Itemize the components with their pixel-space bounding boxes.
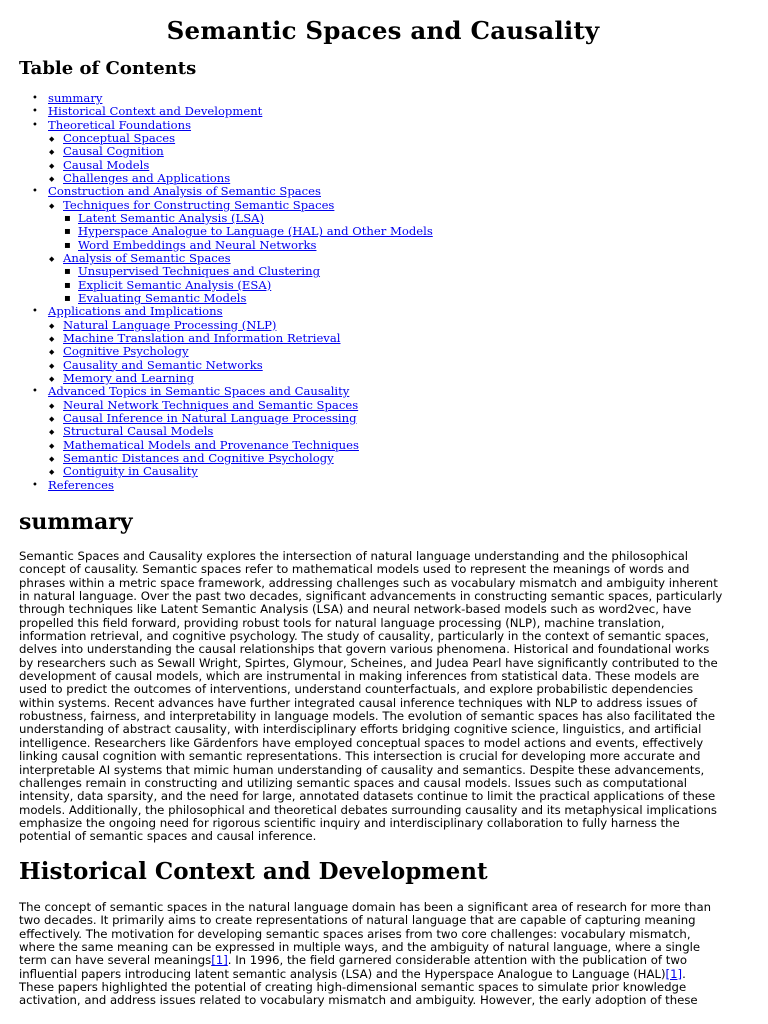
summary-line: emphasize the ongoing need for rigorous scientific inquiry and interdisciplinary collaboration to fully harness the xyxy=(19,815,680,830)
document-title: Semantic Spaces and Causality xyxy=(166,16,600,45)
toc-item xyxy=(19,345,433,358)
summary-line: development of causal models, which are instrumental in making inferences from statistical data. These models are xyxy=(19,669,700,684)
toc-item xyxy=(19,465,433,478)
toc-link[interactable]: Explicit Semantic Analysis (ESA) xyxy=(78,277,272,292)
toc-item xyxy=(19,452,433,465)
toc-link[interactable]: Causality and Semantic Networks xyxy=(63,357,263,372)
summary-line: in natural language. Over the past two decades, significant advancements in constructing semantic spaces, particularly xyxy=(19,589,723,604)
history-line: effectively. The motivation for developing semantic spaces arises from two core challenges: vocabulary mismatch, xyxy=(19,926,691,941)
summary-line: Semantic Spaces and Causality explores the intersection of natural language understanding and the philosophical xyxy=(19,549,689,563)
toc-item xyxy=(19,399,433,412)
toc-item xyxy=(19,212,433,225)
history-line: . In 1996, the field garnered considerable attention with the publication of two xyxy=(227,953,688,968)
toc-item xyxy=(19,119,433,132)
history-line: . xyxy=(682,966,686,981)
toc-item xyxy=(19,292,433,305)
toc-item xyxy=(19,225,433,238)
toc-item xyxy=(19,265,433,278)
toc-item xyxy=(19,145,433,158)
toc-link[interactable]: Mathematical Models and Provenance Techniques xyxy=(63,437,359,452)
summary-line: within systems. Recent advances have further integrated causal inference techniques with NLP to address issues of xyxy=(19,695,698,710)
summary-line: concept of causality. Semantic spaces refer to mathematical models used to represent the meanings of words and xyxy=(19,562,690,577)
summary-line: interpretable AI systems that mimic human understanding of causality and semantics. Despite these advancements, xyxy=(19,762,705,777)
toc-list xyxy=(19,92,433,492)
toc-link[interactable]: Cognitive Psychology xyxy=(63,344,189,359)
summary-line: used to predict the outcomes of interventions, understand counterfactuals, and explore probabilistic dependencies xyxy=(19,682,694,697)
toc-link[interactable]: Theoretical Foundations xyxy=(48,117,192,132)
history-line: where the same meaning can be expressed in multiple ways, and the ambiguity of natural language, where a single xyxy=(19,940,701,955)
toc-item xyxy=(19,199,433,212)
summary-line: through techniques like Latent Semantic Analysis (LSA) and neural network-based models such as word2vec, have xyxy=(19,602,692,617)
history-line: activation, and address issues related to vocabulary mismatch and ambiguity. However, the early adoption of these xyxy=(19,993,698,1008)
toc-item xyxy=(19,425,433,438)
toc-item xyxy=(19,319,433,332)
toc-item xyxy=(19,252,433,265)
toc-item xyxy=(19,385,433,398)
table-of-contents xyxy=(19,92,433,492)
toc-heading: Table of Contents xyxy=(19,58,197,79)
toc-item xyxy=(19,185,433,198)
toc-link[interactable]: Techniques for Constructing Semantic Spaces xyxy=(63,197,335,212)
toc-link[interactable]: Construction and Analysis of Semantic Spaces xyxy=(48,184,321,199)
toc-link[interactable]: Causal Inference in Natural Language Processing xyxy=(63,410,357,425)
toc-item xyxy=(19,132,433,145)
history-line: two decades. It primarily aims to create representations of natural language that are capable of capturing meaning xyxy=(19,913,696,928)
toc-item xyxy=(19,92,433,105)
toc-item xyxy=(19,105,433,118)
history-line: These papers highlighted the potential of creating high-dimensional semantic spaces to simulate prior knowledge xyxy=(19,980,687,995)
toc-link[interactable]: Causal Cognition xyxy=(63,144,164,159)
summary-line: propelled this field forward, providing robust tools for natural language processing (NLP), machine translation, xyxy=(19,615,665,630)
toc-link[interactable]: Hyperspace Analogue to Language (HAL) and Other Models xyxy=(78,224,433,239)
document-page xyxy=(19,0,747,1008)
toc-item xyxy=(19,159,433,172)
summary-line: delves into understanding the causal relationships that govern various phenomena. Historical and foundational works xyxy=(19,642,710,657)
toc-link[interactable]: Conceptual Spaces xyxy=(63,130,176,145)
toc-item xyxy=(19,305,433,318)
summary-line: robustness, fairness, and interpretability in language models. The evolution of semantic spaces has also facilitated the xyxy=(19,709,716,724)
citation-link[interactable]: [1] xyxy=(211,953,228,968)
toc-item xyxy=(19,279,433,292)
history-line: influential papers introducing latent semantic analysis (LSA) and the Hyperspace Analogue to Language (HAL) xyxy=(19,966,666,981)
toc-item xyxy=(19,412,433,425)
history-line: The concept of semantic spaces in the natural language domain has been a significant area of research for more than xyxy=(19,900,712,914)
toc-item xyxy=(19,439,433,452)
summary-line: models. Additionally, the philosophical and theoretical debates surrounding causality and its metaphysical implications xyxy=(19,802,717,817)
history-heading: Historical Context and Development xyxy=(19,858,488,885)
toc-link[interactable]: Causal Models xyxy=(63,157,150,172)
toc-item xyxy=(19,239,433,252)
toc-link[interactable]: summary xyxy=(48,91,103,105)
summary-line: intensity, data sparsity, and the need for large, annotated datasets continue to limit the practical applications of these xyxy=(19,789,716,804)
summary-line: potential of semantic spaces and causal inference. xyxy=(19,829,317,844)
toc-link[interactable]: Latent Semantic Analysis (LSA) xyxy=(78,210,265,225)
citation-link[interactable]: [1] xyxy=(665,966,683,981)
summary-line: linking causal cognition with semantic representations. This intersection is crucial for developing more accurate and xyxy=(19,749,701,764)
toc-item xyxy=(19,372,433,385)
toc-link[interactable]: Neural Network Techniques and Semantic Spaces xyxy=(63,397,359,412)
summary-line: information retrieval, and cognitive psychology. The study of causality, particularly in the context of semantic spaces, xyxy=(19,629,710,644)
toc-link[interactable]: Memory and Learning xyxy=(63,370,195,385)
toc-link[interactable]: Unsupervised Techniques and Clustering xyxy=(78,264,321,279)
toc-link[interactable]: Advanced Topics in Semantic Spaces and Causality xyxy=(48,384,350,399)
toc-item xyxy=(19,332,433,345)
toc-link[interactable]: Structural Causal Models xyxy=(63,424,214,439)
summary-line: challenges remain in constructing and utilizing semantic spaces and causal models. Issues such as computational xyxy=(19,775,688,790)
summary-line: phrases within a metric space framework, addressing challenges such as vocabulary mismatch and ambiguity inherent xyxy=(19,575,718,590)
toc-link[interactable]: Analysis of Semantic Spaces xyxy=(63,250,231,265)
toc-link[interactable]: Applications and Implications xyxy=(48,304,223,319)
summary-heading: summary xyxy=(19,509,133,535)
summary-paragraph xyxy=(19,550,747,844)
history-paragraph xyxy=(19,901,747,1008)
toc-link[interactable]: Natural Language Processing (NLP) xyxy=(63,317,277,332)
toc-link[interactable]: Semantic Distances and Cognitive Psychology xyxy=(63,450,334,465)
toc-item xyxy=(19,359,433,372)
toc-link[interactable]: Challenges and Applications xyxy=(63,170,231,185)
summary-line: understanding of abstract causality, with interdisciplinary efforts bridging cognitive science, linguistics, and artificial xyxy=(19,722,702,737)
summary-line: by researchers such as Sewall Wright, Spirtes, Glymour, Scheines, and Judea Pearl have significantly contributed to the xyxy=(19,655,718,670)
toc-link[interactable]: Word Embeddings and Neural Networks xyxy=(78,237,317,252)
toc-link[interactable]: Machine Translation and Information Retrieval xyxy=(63,330,341,345)
summary-line: intelligence. Researchers like Gärdenfors have employed conceptual spaces to model actions and events, effectively xyxy=(19,735,704,750)
toc-link[interactable]: References xyxy=(48,477,114,492)
toc-link[interactable]: Contiguity in Causality xyxy=(63,464,198,479)
toc-item xyxy=(19,172,433,185)
toc-item xyxy=(19,479,433,492)
history-line: term can have several meanings xyxy=(19,953,212,968)
toc-link[interactable]: Historical Context and Development xyxy=(48,104,263,119)
toc-link[interactable]: Evaluating Semantic Models xyxy=(78,290,247,305)
